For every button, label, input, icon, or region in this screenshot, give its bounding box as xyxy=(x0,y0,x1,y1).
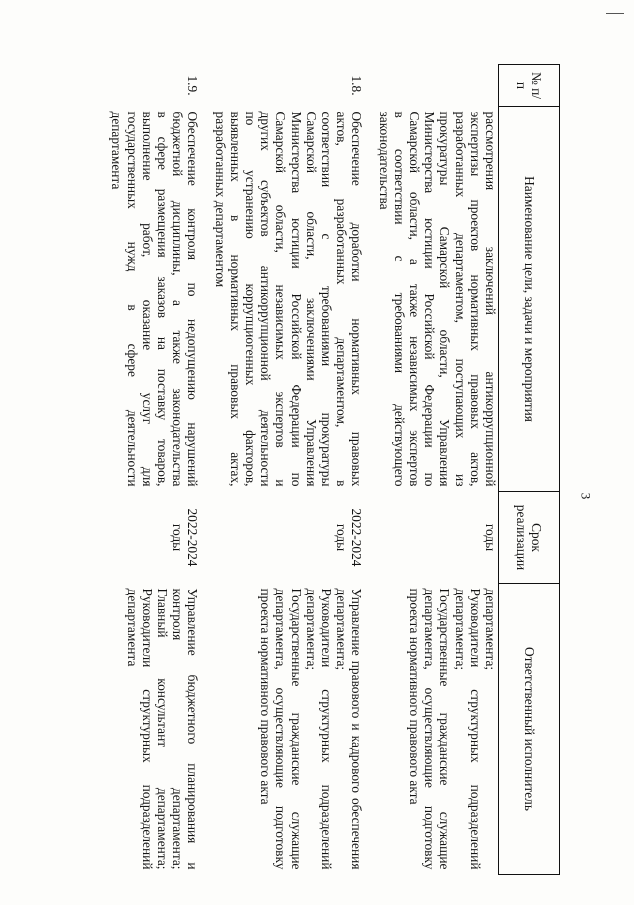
text-line: Управление правового и кадрового обеспечения xyxy=(349,588,365,870)
text-line: актов, разработанных департаментом, в xyxy=(334,111,350,487)
document-body xyxy=(60,64,560,874)
text-line: экспертизы проектов нормативных правовых актов, xyxy=(467,111,483,487)
text-line: в сфере размещения заказов на поставку товаров, xyxy=(154,111,170,487)
text-line: выполнение работ, оказание услуг для xyxy=(139,111,155,487)
text-line: Самарской области, заключениями Управления xyxy=(303,111,319,487)
cell-responsible xyxy=(105,584,208,875)
text-line: 2022-2024 xyxy=(185,508,201,567)
text-line: Государственные гражданские служащие xyxy=(437,588,453,870)
table-row xyxy=(372,65,498,875)
cell-name xyxy=(105,107,208,492)
text-line: департамента; xyxy=(452,588,468,671)
text-line: годы xyxy=(334,523,350,552)
cell-term xyxy=(372,492,498,584)
text-line: Обеспечение контроля по недопущению нарушений xyxy=(185,111,201,487)
text-line: Руководители структурных подразделений xyxy=(318,588,334,870)
table-row xyxy=(208,65,372,875)
header-name: Наименование цели, задачи и мероприятия xyxy=(499,107,560,492)
text-line: департамента; xyxy=(483,588,498,671)
text-line: разработанных департаментом, поступающих из xyxy=(452,111,468,487)
scan-mark xyxy=(606,13,624,14)
text-line: 2022-2024 xyxy=(349,508,365,567)
rotated-page-area xyxy=(60,64,560,874)
text-line: департамента; xyxy=(334,588,350,671)
text-line: проекта нормативного правового акта xyxy=(406,588,422,805)
text-line: годы xyxy=(483,523,498,552)
cell-responsible xyxy=(208,584,372,875)
text-line: Самарской области, а также независимых экспертов xyxy=(406,111,422,487)
text-line: Министерства юстиции Российской Федерации по xyxy=(422,111,438,487)
text-line: разработанных департаментом xyxy=(212,111,228,288)
text-line: соответствии с требованиями прокуратуры xyxy=(318,111,334,487)
text-line: проекта нормативного правового акта xyxy=(258,588,274,805)
cell-name xyxy=(372,107,498,492)
text-line: выявленных в нормативных правовых актах, xyxy=(227,111,243,487)
text-line: годы xyxy=(170,523,186,552)
text-line: прокуратуры Самарской области, Управления xyxy=(437,111,453,487)
text-line: законодательства xyxy=(376,111,392,210)
text-line: департамента, осуществляющие подготовку xyxy=(273,588,289,870)
text-line: департамента; xyxy=(303,588,319,671)
text-line: Самарской области, независимых экспертов и xyxy=(273,111,289,487)
table-row xyxy=(105,65,208,875)
text-line: Управление бюджетного планирования и xyxy=(185,588,201,870)
table-header-row xyxy=(499,65,560,875)
page-number: 3 xyxy=(578,492,594,500)
text-line: по устранению коррупциогенных факторов, xyxy=(242,111,258,487)
cell-number xyxy=(372,65,498,107)
text-line: Обеспечение доработки нормативных правовых xyxy=(349,111,365,487)
text-line: государственных нужд в сфере деятельности xyxy=(124,111,140,487)
cell-name xyxy=(208,107,372,492)
text-line: других субъектов антикоррупционной деятельности xyxy=(258,111,274,487)
text-line: департамента, осуществляющие подготовку xyxy=(422,588,438,870)
header-responsible: Ответственный исполнитель xyxy=(499,584,560,875)
header-term: Срок реализации xyxy=(499,492,560,584)
text-line: бюджетной дисциплины, а также законодательства xyxy=(170,111,186,487)
header-number: № п/п xyxy=(499,65,560,107)
cell-term xyxy=(105,492,208,584)
measures-table xyxy=(105,64,560,875)
cell-number: 1.9. xyxy=(185,75,201,96)
text-line: в соответствии с требованиями действующего xyxy=(391,111,407,487)
text-line: департамента xyxy=(124,588,140,667)
text-line: Руководители структурных подразделений xyxy=(467,588,483,870)
text-line: рассмотрения заключений антикоррупционной xyxy=(483,111,498,487)
cell-responsible xyxy=(372,584,498,875)
text-line: Государственные гражданские служащие xyxy=(288,588,304,870)
cell-number: 1.8. xyxy=(349,75,365,96)
text-line: департамента xyxy=(109,111,125,190)
cell-term xyxy=(208,492,372,584)
text-line: Руководители структурных подразделений xyxy=(139,588,155,870)
text-line: Главный консультант департамента; xyxy=(154,588,170,870)
text-line: контроля департамента; xyxy=(170,588,186,870)
text-line: Министерства юстиции Российской Федерации по xyxy=(288,111,304,487)
